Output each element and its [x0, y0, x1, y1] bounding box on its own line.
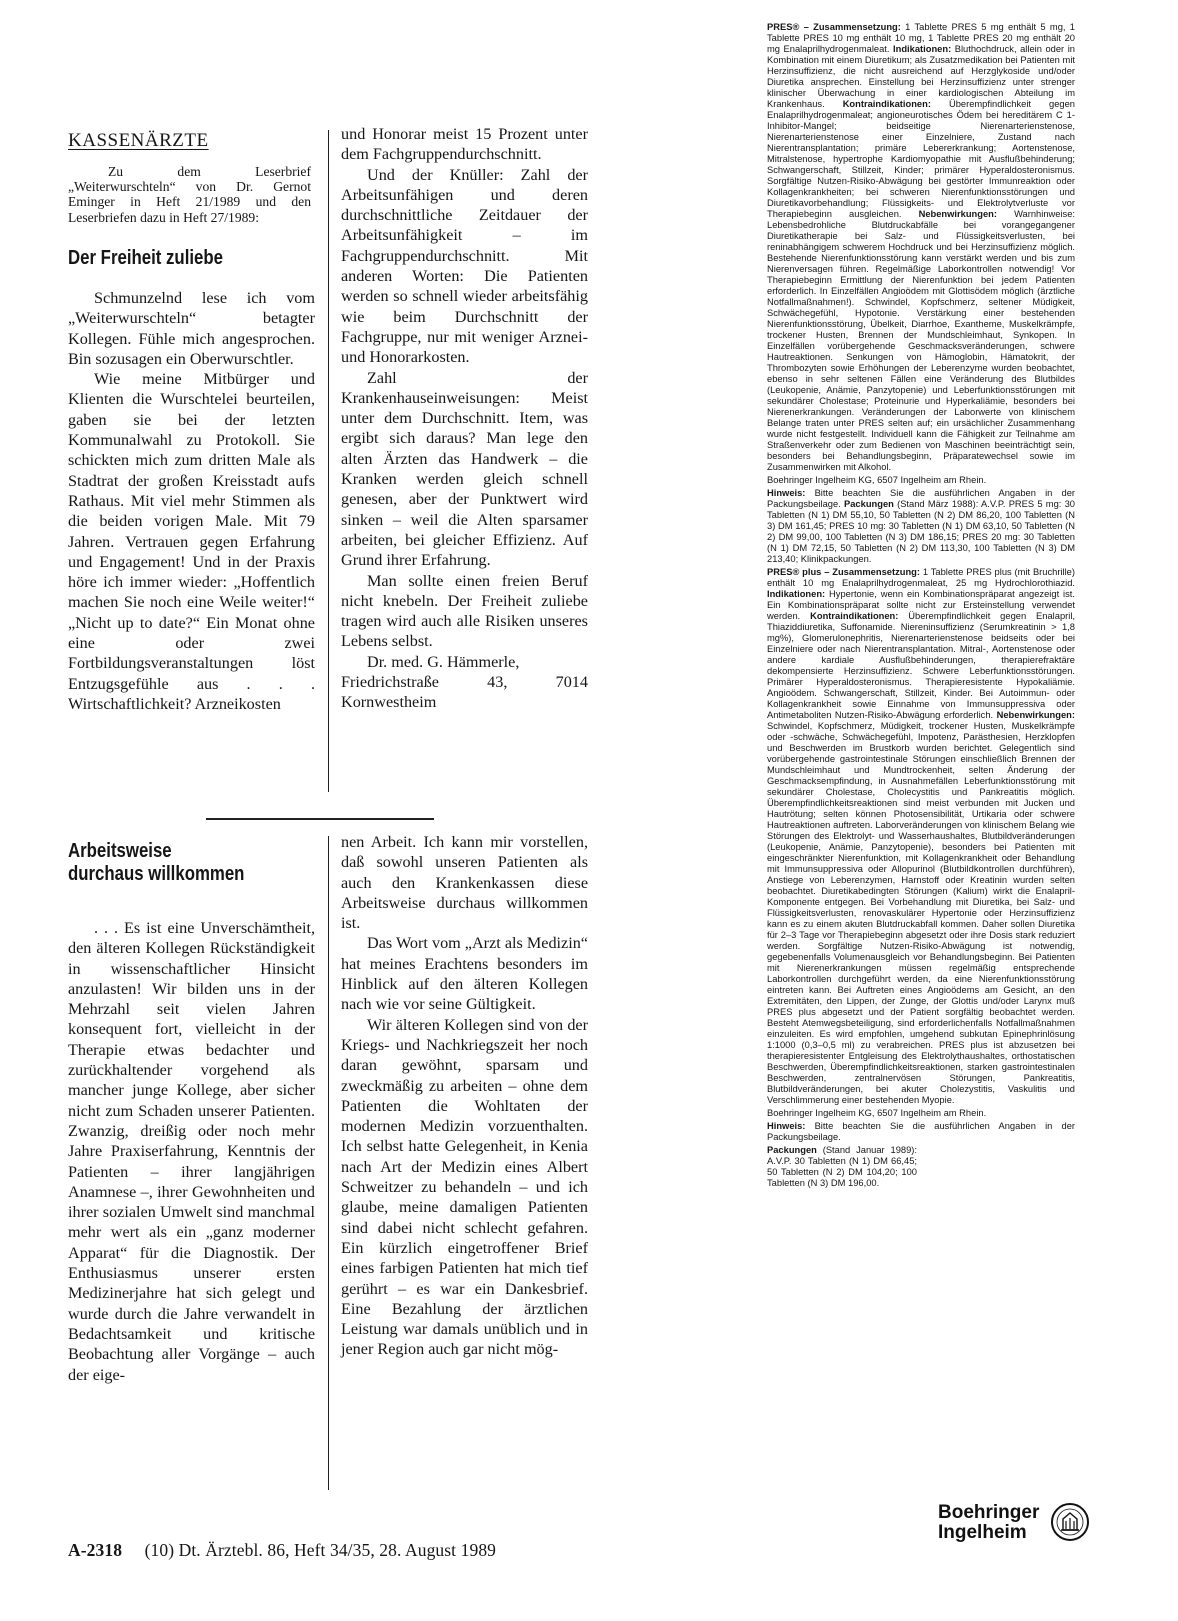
logo-line2: Ingelheim — [938, 1522, 1027, 1543]
article-separator — [206, 818, 434, 820]
letter2-headline-line2: durchaus willkommen — [68, 863, 245, 885]
ad-label: Kontraindikationen: — [842, 99, 931, 109]
ad-text: (Stand Januar 1989): A.V.P. 30 Tabletten (N 1) DM 66,45; 50 Tabletten (N 2) DM 104,20; 100 Tabletten (N 3) DM 196,00. — [767, 1145, 917, 1188]
ad-company: Boehringer Ingelheim KG, 6507 Ingelheim am Rhein. — [767, 1108, 987, 1118]
letter1-paragraph: Und der Knüller: Zahl der Arbeitsunfähigen und deren durchschnittliche Zeitdauer der Arbeitsunfähigkeit – im Fachgruppendurchschnitt. Mit anderen Worten: Die Patienten werden so schnell wieder arbeitsfähig wie beim Durchschnitt der Fachgruppe, nur mit weniger Arznei- und Honorarkosten. — [341, 165, 588, 367]
ad-label: Hinweis: — [767, 488, 806, 498]
letter2-paragraph: . . . Es ist eine Unverschämtheit, den älteren Kollegen Rückständigkeit in wissenschaftlicher Hinsicht anzulasten! Wir bilden uns in der Mehrzahl seit vielen Jahren konsequent fort, vielleicht in der Therapie etwas bedachter und zurückhaltender vorgehend als mancher junge Kollege, aber sicher nicht zum Schaden unserer Patienten. Zwanzig, dreißig oder noch mehr Jahre Praxiserfahrung, Kenntnis der Patienten – ihrer langjährigen Anamnese –, ihrer Gewohnheiten und ihrer sozialen Umwelt sind manchmal mehr wert als ein „ganz moderner Apparat“ für die Diagnostik. Der Enthusiasmus unserer ersten Medizinerjahre hat sich gelegt und wurde durch die Jahre verwandelt in Bedachtsamkeit und kritische Beobachtung aller Vorgänge – auch der eige- — [68, 919, 315, 1384]
ad-text: 1 Tablette PRES 5 mg enthält 5 mg, 1 Tablette PRES 10 mg enthält 10 mg, 1 Tablette PRES 20 mg enthält 20 mg Enalaprilhydrogenmaleat. — [767, 22, 1075, 54]
ad-text: Warnhinweise: Lebensbedrohliche Blutdruckabfälle bei vorangegangener Diuretikatherapie bei Salz- und Flüssigkeitsverlusten, bei reninabhängigem schwerem Hochdruck und bei Herzinsuffizienz möglich. Bestehende Nierenfunktionsstörung kann verstärkt werden und bis zum Nierenversagen führen. Regelmäßige Laborkontrollen notwendig! Vor Therapiebeginn Ermittlung der Nierenfunktion bei jedem Patienten erforderlich. In Einzelfällen Angioödem mit Glottisödem möglich (ärztliche Notfallmaßnahmen!). Schwindel, Kopfschmerz, seltener Müdigkeit, Schwächegefühl, Hypotonie. Verstärkung einer bestehenden Nierenfunktionsstörung, Übelkeit, Diarrhoe, Exantheme, Muskelkrämpfe, trockener Husten, Brennen der Mundschleimhaut, Synkopen. In Einzelfällen vorübergehende Geschmacksveränderungen, schwere Hautreaktionen. Senkungen von Hämoglobin, Hämatokrit, der Thrombozyten sowie Erhöhungen der Leberenzyme wurden beobachtet, ebenso in sehr seltenen Fällen eine Veränderung des Blutbildes (Leukopenie, Anämie, Panzytopenie) und Leberfunktionsstörungen mit sekundärer Cholestase; Proteinurie und Hyperkaliämie, besonders bei Nierenerkrankungen. Veränderungen der Laborwerte von klinischem Belange traten unter PRES selten auf; ein ursächlicher Zusammenhang wurde nicht festgestellt. Individuell kann die Fähigkeit zur Teilnahme am Straßenverkehr oder zum Bedienen von Maschinen beeinträchtigt sein, besonders bei Behandlungsbeginn, Präparatewechsel sowie im Zusammenwirken mit Alkohol. — [767, 209, 1075, 472]
ad-label: PRES® – Zusammensetzung: — [767, 22, 901, 32]
ad-label: Nebenwirkungen: — [918, 209, 997, 219]
ad-text: 1 Tablette PRES plus (mit Bruchrille) enthält 10 mg Enalaprilhydrogenmaleat, 25 mg Hydrochlorothiazid. — [767, 567, 1075, 588]
letter1-paragraph: Schmunzelnd lese ich vom „Weiterwurschteln“ betagter Kollegen. Fühle mich angesprochen. Bin sozusagen ein Oberwurschtler. — [68, 289, 315, 368]
ad-text: Bitte beachten Sie die ausführlichen Angaben in der Packungsbeilage. — [767, 1121, 1075, 1142]
letter1-column-right — [341, 124, 588, 713]
letter1-paragraph: Zahl der Krankenhauseinweisungen: Meist unter dem Durchschnitt. Item, was ergibt sich daraus? Man lege den alten Ärzten das Handwerk – die Kranken werden gleich schnell genesen, aber der Punktwert wird sinken – weil die Alten sparsamer arbeiten, bei gleicher Effizienz. Auf Grund ihrer Erfahrung. — [341, 368, 588, 570]
letter1-signature-name: Dr. med. G. Hämmerle, — [367, 652, 520, 671]
letter2-headline — [68, 840, 244, 886]
ad-label: Hinweis: — [767, 1121, 806, 1131]
letter1-headline: Der Freiheit zuliebe — [68, 247, 223, 269]
ad-text: Hypertonie, wenn ein Kombinationspräparat angezeigt ist. Ein Kombinationspräparat sollte nicht zur Ersteinstellung verwendet werden. — [767, 589, 1075, 621]
intro-text: Zu dem Leserbrief „Weiterwurschteln“ von Dr. Gernot Eminger in Heft 21/1989 und den Leserbriefen dazu in Heft 27/1989: — [68, 164, 311, 225]
ad-hinweis — [767, 1121, 1075, 1143]
ad-text: Überempfindlichkeit gegen Enalaprilhydrogenmaleat; angioneurotisches Ödem bei hereditärem C 1-Inhibitor-Mangel; beidseitige Nierenarterienstenose, Nierenarterienstenose einer Einzelniere, Zustand nach Nierentransplantation; primäre Lebererkrankung; Aortenstenose, Mitralstenose, hypertrophe Kardiomyopathie mit Ausflußbehinderung; Schwangerschaft, Stillzeit, Kinder; primärer Hyperaldosteronismus. Sorgfältige Nutzen-Risiko-Abwägung bei gestörter Immunreaktion oder Kollagenkrankheiten; bei schweren Nierenfunktionsstörungen und Diuretikavorbehandlung; Flüssigkeits- und Elektrolytverluste vor Therapiebeginn ausgleichen. — [767, 99, 1075, 219]
journal-citation: (10) Dt. Ärztebl. 86, Heft 34/35, 28. August 1989 — [144, 1540, 497, 1560]
ad-pres-composition — [767, 22, 1075, 473]
letter1-paragraph: und Honorar meist 15 Prozent unter dem Fachgruppendurchschnitt. — [341, 125, 588, 164]
ad-label: Indikationen: — [767, 589, 826, 599]
ad-pres-plus-composition — [767, 567, 1075, 1106]
letter2-column-left — [68, 918, 315, 1385]
letter2-paragraph: Wir älteren Kollegen sind von der Kriegs- und Nachkriegszeit her noch daran gewöhnt, sparsam und zweckmäßig zu arbeiten – ohne dem Patienten die Wohltaten der modernen Medizin vorzuenthalten. Ich selbst hatte Gelegenheit, in Kenia nach Art der Medizin eines Albert Schweitzer zu behandeln – und ich glaube, meine damaligen Patienten sind dabei nicht schlecht gefahren. Ein kürzlich eingetroffener Brief eines farbigen Patienten hat mich tief gerührt – es war ein Dankesbrief. Eine Bezahlung der ärztlichen Leistung war damals unüblich und in jener Region auch gar nicht mög- — [341, 1015, 588, 1359]
boehringer-logo-text — [938, 1503, 1039, 1543]
ad-label: PRES® plus – Zusammensetzung: — [767, 567, 920, 577]
column-divider — [328, 836, 329, 1490]
pharma-ad-text — [767, 22, 1075, 1547]
letter1-paragraph: Man sollte einen freien Beruf nicht knebeln. Der Freiheit zuliebe tragen wird auch alle Risiken unseres Lebens selbst. — [341, 571, 588, 651]
ad-label: Indikationen: — [893, 44, 952, 54]
ad-pres-packages — [767, 488, 1075, 565]
ad-label: Nebenwirkungen: — [996, 710, 1075, 720]
logo-line1: Boehringer — [938, 1502, 1040, 1523]
ad-label: Kontraindikationen: — [810, 611, 899, 621]
ad-label: Packungen — [767, 1145, 817, 1155]
ad-text: Bluthochdruck, allein oder in Kombination mit einem Diuretikum; als Zusatzmedikation bei Patienten mit Herzinsuffizienz, die nicht ausreichend auf Herzglykoside und/oder Diuretika ansprechen. Einstellung bei Herzinsuffizienz unter strenger klinischer Überwachung in einer kardiologischen Abteilung im Krankenhaus. — [767, 44, 1075, 109]
ad-text: Bitte beachten Sie die ausführlichen Angaben in der Packungsbeilage. — [767, 488, 1075, 509]
page-number: A-2318 — [68, 1540, 123, 1560]
ad-text: Überempfindlichkeit gegen Enalapril, Thiaziddiuretika, Suffonamide. Niereninsuffizienz (Serumkreatinin > 1,8 mg%), Glomerulonephritis, Nierenarterienstenose beidseits oder bei Einzelniere oder nach Nierentransplantation. Mitral-, Aortenstenose oder andere kardiale Ausflußbehinderungen, therapierefraktäre dekompensierte Herzinsuffizienz. Schwere Leberfunktionsstörungen. Primärer Hyperaldosteronismus. Therapieresistente Hypokaliämie. Angioödem. Schwangerschaft, Stillzeit, Kinder. Bei Autoimmun- oder Kollagenkrankheit sowie Einnahme von Immunsuppressiva oder Antimetaboliten Nutzen-Risiko-Abwägung erforderlich. — [767, 611, 1075, 720]
letter2-paragraph: nen Arbeit. Ich kann mir vorstellen, daß sowohl unseren Patienten als auch den Krankenkassen diese Arbeitsweise durchaus willkommen ist. — [341, 833, 588, 933]
letter1-paragraph: Wie meine Mitbürger und Klienten die Wurschtelei beurteilen, gaben sie bei der letzten Kommunalwahl zu Protokoll. Sie schickten mich zum dritten Male als Stadtrat der großen Kreisstadt aufs Rathaus. Mit viel mehr Stimmen als die beiden vorigen Male. Mit 79 Jahren. Vertrauen gegen Erfahrung und Engagement! Und in der Praxis höre ich immer wieder: „Hoffentlich machen Sie noch eine Weile weiter!“ „Nicht up to date?“ Ein Monat ohne eine oder zwei Fortbildungsveranstaltungen löst Entzugsgefühle aus . . . Wirtschaftlichkeit? Arzneikosten — [68, 370, 315, 713]
ad-pres-plus-packages — [767, 1145, 917, 1189]
letter2-paragraph: Das Wort vom „Arzt als Medizin“ hat meines Erachtens besonders im Hinblick auf den älteren Kollegen nach wie vor seine Gültigkeit. — [341, 934, 588, 1014]
page-footer — [68, 1540, 496, 1561]
column-divider — [328, 130, 329, 792]
section-label: KASSENÄRZTE — [68, 130, 209, 151]
letter1-column-left — [68, 288, 315, 714]
ad-text: Schwindel, Kopfschmerz, Müdigkeit, trockener Husten, Muskelkrämpfe oder -schwäche, Schwächegefühl, Impotenz, Parästhesien, Herzklopfen und Beschwerden im Brustkorb wurden berichtet. Gelegentlich sind vorübergehende gastrointestinale Störungen einschließlich Brennen der Mundschleimhaut und Mundtrockenheit, selten Änderung der Geschmacksempfindung, in Ausnahmefällen Leberfunktionsstörung mit sekundärer Cholestase, Cholecystitis und Pankreatitis möglich. Überempfindlichkeitsreaktionen sind meist verbunden mit Jucken und Hautrötung; selten können Photosensibilität, Urtikaria oder schwere Hautreaktionen auftreten. Laborveränderungen von klinischem Belang wie Störungen des Elektrolyt- und Wasserhaushaltes, Blutbildveränderungen (Leukopenie, Anämie, Panzytopenie), besonders bei Patienten mit eingeschränkter Nierenfunktion, mit Kollagenkrankheit oder Behandlung mit Immunsuppressiva oder Allopurinol (Blutbildkontrollen durchführen), Anstiege von Leberenzymen, Harnstoff oder Kreatinin wurden selten beobachtet. Diuretikabedingten Störungen (Kalium) wirkt die Enalapril-Komponente entgegen. Bei Vorbehandlung mit Diuretika, bei Salz- und Flüssigkeitsverlusten, renovaskulärer Hypertonie oder Herzinsuffizienz kann es zu einem akuten Blutdruckabfall kommen. Daher sollen Diuretika für 2–3 Tage vor Therapiebeginn abgesetzt oder ihre Dosis stark reduziert werden. Sorgfältige Nutzen-Risiko-Abwägung ist notwendig, gegebenenfalls Volumenausgleich vor Behandlungsbeginn. Bei Patienten mit Nierenerkrankungen müssen regelmäßig entsprechende Laborkontrollen durchgeführt werden, da eine Nierenfunktionsstörung eintreten kann. Bei Auftreten eines Angioödems am Gesicht, an den Extremitäten, den Lippen, der Zunge, der Glottis und/oder Larynx muß PRES plus abgesetzt und der Patient sorgfältig beobachtet werden. Besteht Atemwegsbeteiligung, sind erforderlichenfalls Notfallmaßnahmen einzuleiten. Es wird empfohlen, umgehend subkutan Epinephrinlösung 1:1000 (0,3–0,5 ml) zu verabreichen. PRES plus ist abzusetzen bei therapieresistenter Entgleisung des Elektrolythaushaltes, orthostatischen Beschwerden, Überempfindlichkeitsreaktionen, starken gastrointestinalen Beschwerden, zentralnervösen Störungen, Pankreatitis, Blutbildveränderungen, bei akuter Cholezystitis, Vaskulitis und Verschlimmerung einer bestehenden Myopie. — [767, 721, 1075, 1105]
ad-company: Boehringer Ingelheim KG, 6507 Ingelheim am Rhein. — [767, 475, 987, 485]
letter2-headline-line1: Arbeitsweise — [68, 840, 172, 862]
letter2-column-right — [341, 832, 588, 1360]
boehringer-seal-icon — [1050, 1500, 1090, 1544]
ad-text: (Stand März 1988): A.V.P. PRES 5 mg: 30 Tabletten (N 1) DM 55,10, 50 Tabletten (N 2) DM 86,20, 100 Tabletten (N 3) DM 161,45; PRES 10 mg: 30 Tabletten (N 1) DM 63,10, 50 Tabletten (N 2) DM 99,00, 100 Tabletten (N 3) DM 186,15; PRES 20 mg: 30 Tabletten (N 1) DM 72,15, 50 Tabletten (N 2) DM 113,30, 100 Tabletten (N 3) DM 213,40; Klinikpackungen. — [767, 499, 1075, 564]
letter1-signature-address: Friedrichstraße 43, 7014 Kornwestheim — [341, 673, 588, 712]
ad-label: Packungen — [844, 499, 894, 509]
